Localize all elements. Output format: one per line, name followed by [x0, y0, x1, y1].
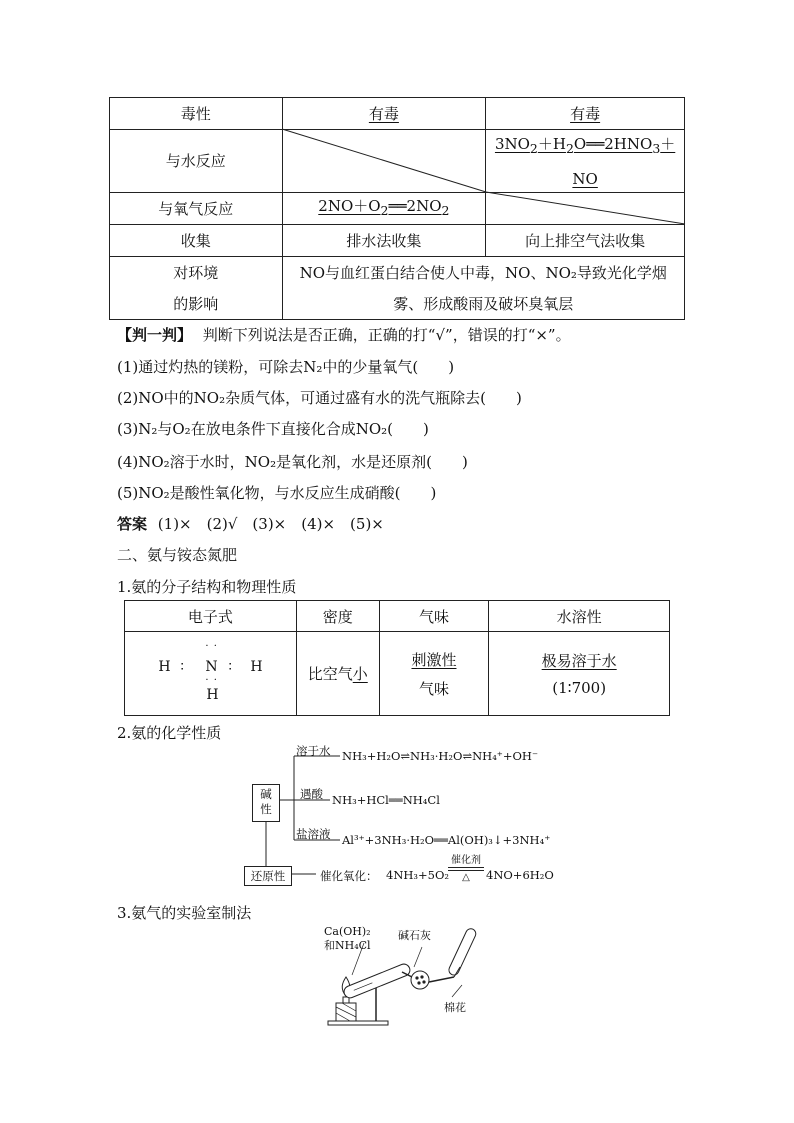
environment-impact: NO与血红蛋白结合使人中毒，NO、NO₂导致光化学烟 雾、形成酸雨及破坏臭氧层 [282, 257, 684, 320]
diagonal-no2-oxygen [486, 192, 685, 224]
reduction-label: 催化氧化： [320, 869, 378, 883]
cotton-label: 棉花 [444, 1001, 466, 1014]
test-tube [342, 962, 411, 999]
judge-item-1: (1)通过灼热的镁粉，可除去N₂中的少量氧气( ) [117, 358, 455, 376]
answer-label: 答案 [117, 515, 148, 533]
no-oxygen-reaction: $2NO+O_2══2NO_2$ [282, 193, 486, 225]
row-label-collection: 收集 [110, 225, 283, 257]
drying-tube-bulb [411, 971, 429, 989]
no2-water-equation-line2: NO [572, 169, 598, 188]
sub3-title: 3.氨气的实验室制法 [117, 904, 252, 922]
nh3-physical-table [124, 600, 670, 716]
chem-props-diagram [240, 744, 560, 888]
judge-item-4: (4)NO₂溶于水时，NO₂是氧化剂，水是还原剂( ) [117, 453, 468, 471]
row-label-water-reaction: 与水反应 [110, 130, 283, 193]
judge-head: 【判一判】 [117, 326, 193, 344]
sub2-title: 2.氨的化学性质 [117, 724, 222, 742]
header-lewis: 电子式 [125, 601, 297, 632]
judge-intro: 判断下列说法是否正确，正确的打“√”，错误的打“×”。 [202, 326, 571, 344]
row-label-environment: 对环境 的影响 [110, 257, 283, 320]
nh3-apparatus [322, 925, 482, 1030]
reduction-equation-left: 4NH₃+5O₂ [386, 868, 450, 882]
branch3-label: 盐溶液 [296, 827, 331, 841]
header-odor: 气味 [379, 601, 489, 632]
branch1-equation: NH₃+H₂O⇌NH₃·H₂O⇌NH₄⁺+OH⁻ [342, 749, 539, 763]
sub1-title: 1.氨的分子结构和物理性质 [117, 578, 297, 596]
row-label-oxygen-reaction: 与氧气反应 [110, 193, 283, 225]
solubility-value: 极易溶于水 (1∶700) [489, 632, 670, 716]
no2-toxicity: 有毒 [486, 98, 685, 130]
odor-value: 刺激性 气味 [379, 632, 489, 716]
judge-item-2: (2)NO中的NO₂杂质气体，可通过盛有水的洗气瓶除去( ) [117, 389, 522, 407]
header-solubility: 水溶性 [489, 601, 670, 632]
branch2-equation: NH₃+HCl══NH₄Cl [332, 793, 440, 807]
branch3-equation: Al³⁺+3NH₃·H₂O══Al(OH)₃↓+3NH₄⁺ [342, 833, 551, 847]
no2-water-equation-line1: $3NO_2+H_2O══2HNO_3+$ [494, 134, 676, 156]
diagonal-no-water [282, 129, 486, 192]
answer-values: (1)× (2)√ (3)× (4)× (5)× [157, 515, 384, 533]
no2-collection: 向上排空气法收集 [486, 225, 685, 257]
no-collection: 排水法收集 [282, 225, 486, 257]
header-density: 密度 [296, 601, 379, 632]
section2-title: 二、氨与铵态氮肥 [117, 546, 238, 564]
judge-item-3: (3)N₂与O₂在放电条件下直接化合成NO₂( ) [117, 420, 429, 438]
collecting-tube [447, 927, 477, 977]
judge-item-5: (5)NO₂是酸性氧化物，与水反应生成硝酸( ) [117, 484, 437, 502]
drier-label: 碱石灰 [398, 929, 431, 942]
density-value: 比空气小 [296, 632, 379, 716]
lewis-diagram: · · H ∶ N ∶ H · · H [158, 640, 263, 703]
base-box: 碱 性 [252, 784, 280, 822]
row-label-toxicity: 毒性 [110, 98, 283, 130]
branch2-label: 遇酸 [300, 787, 323, 801]
answer-line [117, 513, 384, 534]
reduction-equation-right: 4NO+6H₂O [486, 868, 554, 882]
branch1-label: 溶于水 [296, 744, 331, 758]
lewis-structure [125, 632, 297, 716]
no-toxicity: 有毒 [282, 98, 486, 130]
reagent-label: Ca(OH)₂ 和NH₄Cl [324, 925, 371, 952]
reduction-condition: 催化剂 △ [448, 854, 484, 884]
stand-base [328, 1021, 388, 1025]
judge-intro-line [117, 324, 571, 345]
reduction-box: 还原性 [244, 866, 292, 886]
